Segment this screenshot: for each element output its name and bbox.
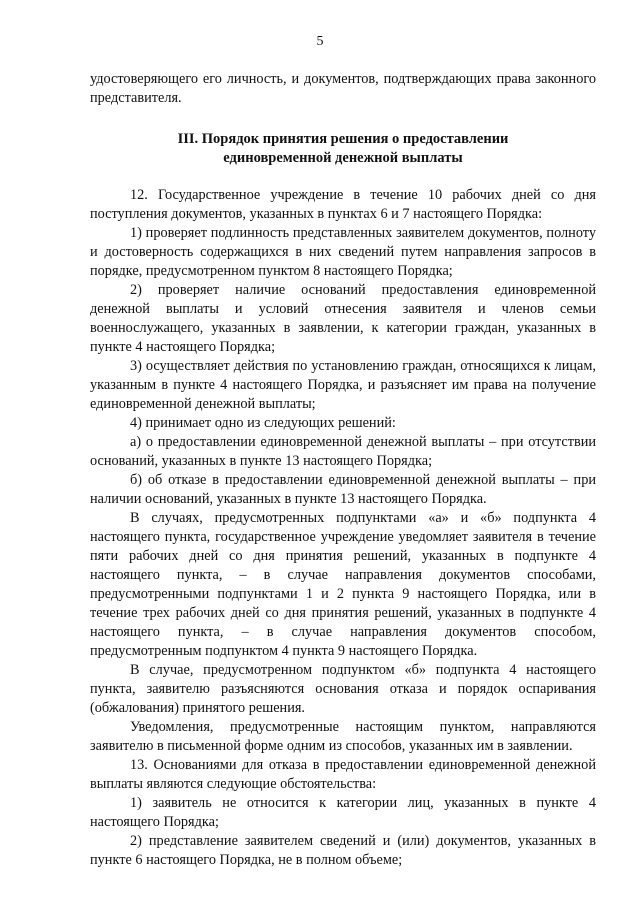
paragraph-12-item-4: 4) принимает одно из следующих решений: (130, 415, 396, 431)
paragraph-13-item-2: 2) представление заявителем сведений и (или) документов, указанных в пункте 6 настоящего Порядка, не в полном объеме; (90, 833, 596, 868)
page-number: 5 (316, 34, 324, 49)
paragraph-12-item-4a: а) о предоставлении единовременной денежной выплаты – при отсутствии оснований, указанных в пункте 13 настоящего Порядка; (90, 434, 596, 469)
paragraph-12-item-3: 3) осуществляет действия по установлению граждан, относящихся к лицам, указанным в пункте 4 настоящего Порядка, и разъясняет им права на получение единовременной денежной выплаты; (90, 358, 596, 412)
paragraph-12-item-1: 1) проверяет подлинность представленных заявителем документов, полноту и достоверность содержащихся в них сведений путем направления запросов в порядке, предусмотренном пунктом 8 настоящего Порядка; (90, 225, 596, 279)
paragraph-13-item-1: 1) заявитель не относится к категории лиц, указанных в пункте 4 настоящего Порядка; (90, 795, 596, 830)
paragraph-refusal-explanation: В случае, предусмотренном подпунктом «б» подпункта 4 настоящего пункта, заявителю разъясняются основания отказа и порядок оспаривания (обжалования) принятого решения. (90, 662, 596, 716)
paragraph-12-item-2: 2) проверяет наличие оснований предоставления единовременной денежной выплаты и условий отнесения заявителя и членов семьи военнослужащего, указанных в заявлении, к категории граждан, указанных в пункте 4 настоящего Порядка; (90, 282, 596, 355)
paragraph-12: 12. Государственное учреждение в течение 10 рабочих дней со дня поступления документов, указанных в пунктах 6 и 7 настоящего Порядка: (90, 187, 596, 222)
section-title (90, 130, 596, 168)
intro-paragraph: удостоверяющего его личность, и документов, подтверждающих права законного представителя. (90, 71, 596, 106)
section-title-line2: единовременной денежной выплаты (223, 150, 463, 166)
paragraph-notifications-form: Уведомления, предусмотренные настоящим пунктом, направляются заявителю в письменной форме одним из способов, указанных им в заявлении. (90, 719, 596, 754)
section-title-line1: III. Порядок принятия решения о предоставлении (177, 131, 509, 147)
document-body (90, 70, 596, 870)
paragraph-12-item-4b: б) об отказе в предоставлении единовременной денежной выплаты – при наличии оснований, указанных в пункте 13 настоящего Порядка. (90, 472, 596, 507)
paragraph-notification-cases: В случаях, предусмотренных подпунктами «а» и «б» подпункта 4 настоящего пункта, государственное учреждение уведомляет заявителя в течение пяти рабочих дней со дня принятия решений, указанных в подпункте 4 настоящего пункта, – в случае направления документов способами, предусмотренными подпунктами 1 и 2 пункта 9 настоящего Порядка, или в течение трех рабочих дней со дня принятия решений, указанных в подпункте 4 настоящего пункта, – в случае направления документов способом, предусмотренным подпунктом 4 пункта 9 настоящего Порядка. (90, 510, 596, 659)
paragraph-13: 13. Основаниями для отказа в предоставлении единовременной денежной выплаты являются следующие обстоятельства: (90, 757, 596, 792)
